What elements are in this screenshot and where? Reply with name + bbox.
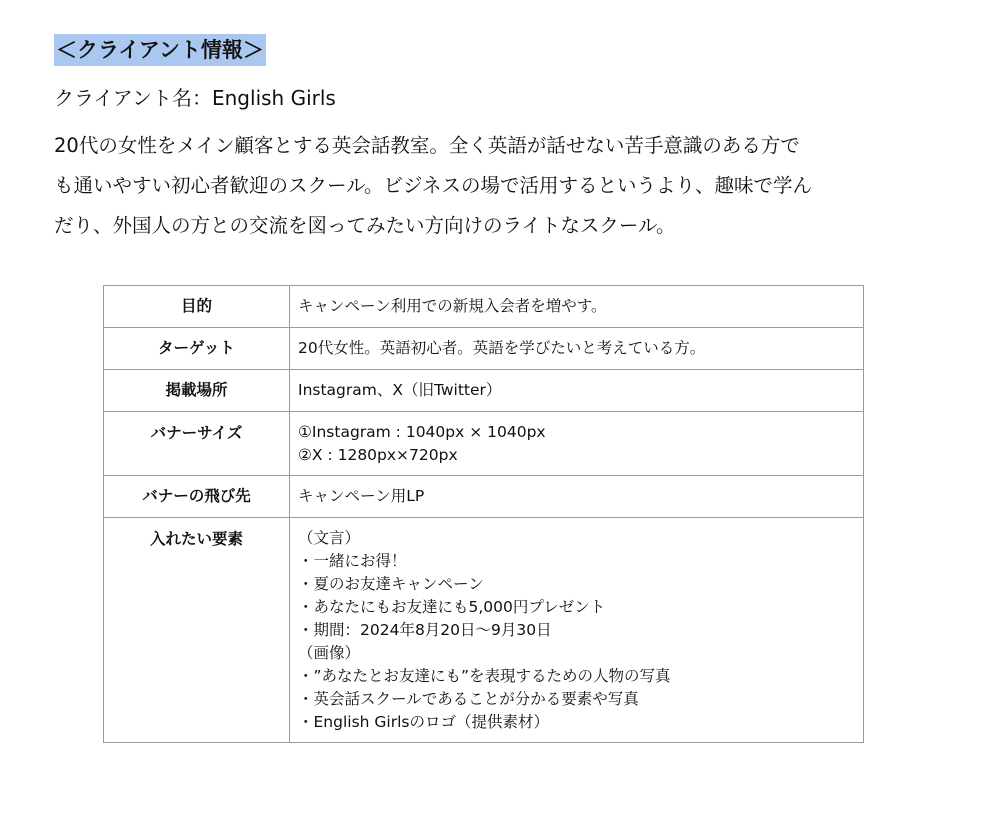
table-row <box>104 412 864 476</box>
row-label-destination: バナーの飛び先 <box>104 476 290 518</box>
description-line: だり、外国人の方との交流を図ってみたい方向けのライトなスクール。 <box>54 214 676 237</box>
description-line: も通いやすい初心者歓迎のスクール。ビジネスの場で活用するというより、趣味で学ん <box>54 174 812 197</box>
table-row <box>104 286 864 328</box>
banner-spec-table <box>103 285 864 743</box>
value-line: ・あなたにもお友達にも5,000円プレゼント <box>298 598 606 616</box>
row-label-purpose: 目的 <box>104 286 290 328</box>
value-line: キャンペーン用LP <box>298 487 425 505</box>
row-label-placement: 掲載場所 <box>104 370 290 412</box>
row-value-purpose <box>290 286 864 328</box>
value-line: ・一緒にお得！ <box>298 552 407 570</box>
row-label-banner-size: バナーサイズ <box>104 412 290 476</box>
row-label-elements: 入れたい要素 <box>104 518 290 743</box>
value-line: ・夏のお友達キャンペーン <box>298 575 484 593</box>
row-value-destination <box>290 476 864 518</box>
value-line: ・英会話スクールであることが分かる要素や写真 <box>298 690 639 708</box>
value-line: Instagram、X（旧Twitter） <box>298 381 502 399</box>
value-line: ・English Girlsのロゴ（提供素材） <box>298 713 549 731</box>
section-heading: ＜クライアント情報＞ <box>54 34 266 66</box>
value-line: 20代女性。英語初心者。英語を学びたいと考えている方。 <box>298 339 706 357</box>
table-row <box>104 476 864 518</box>
value-line: キャンペーン利用での新規入会者を増やす。 <box>298 297 607 315</box>
value-line: ①Instagram : 1040px × 1040px <box>298 423 546 441</box>
table-row <box>104 518 864 743</box>
value-line: （文言） <box>298 529 361 547</box>
value-line: ・”あなたとお友達にも”を表現するための人物の写真 <box>298 667 671 685</box>
table-row <box>104 328 864 370</box>
row-value-banner-size <box>290 412 864 476</box>
value-line: （画像） <box>298 644 361 662</box>
row-value-placement <box>290 370 864 412</box>
table-row <box>104 370 864 412</box>
client-description <box>54 126 924 246</box>
row-value-elements <box>290 518 864 743</box>
value-line: ②X : 1280px×720px <box>298 446 458 464</box>
value-line: ・期間：2024年8月20日～9月30日 <box>298 621 552 639</box>
description-line: 20代の女性をメイン顧客とする英会話教室。全く英語が話せない苦手意識のある方で <box>54 134 800 157</box>
row-label-target: ターゲット <box>104 328 290 370</box>
client-name: クライアント名：English Girls <box>54 86 336 110</box>
row-value-target <box>290 328 864 370</box>
